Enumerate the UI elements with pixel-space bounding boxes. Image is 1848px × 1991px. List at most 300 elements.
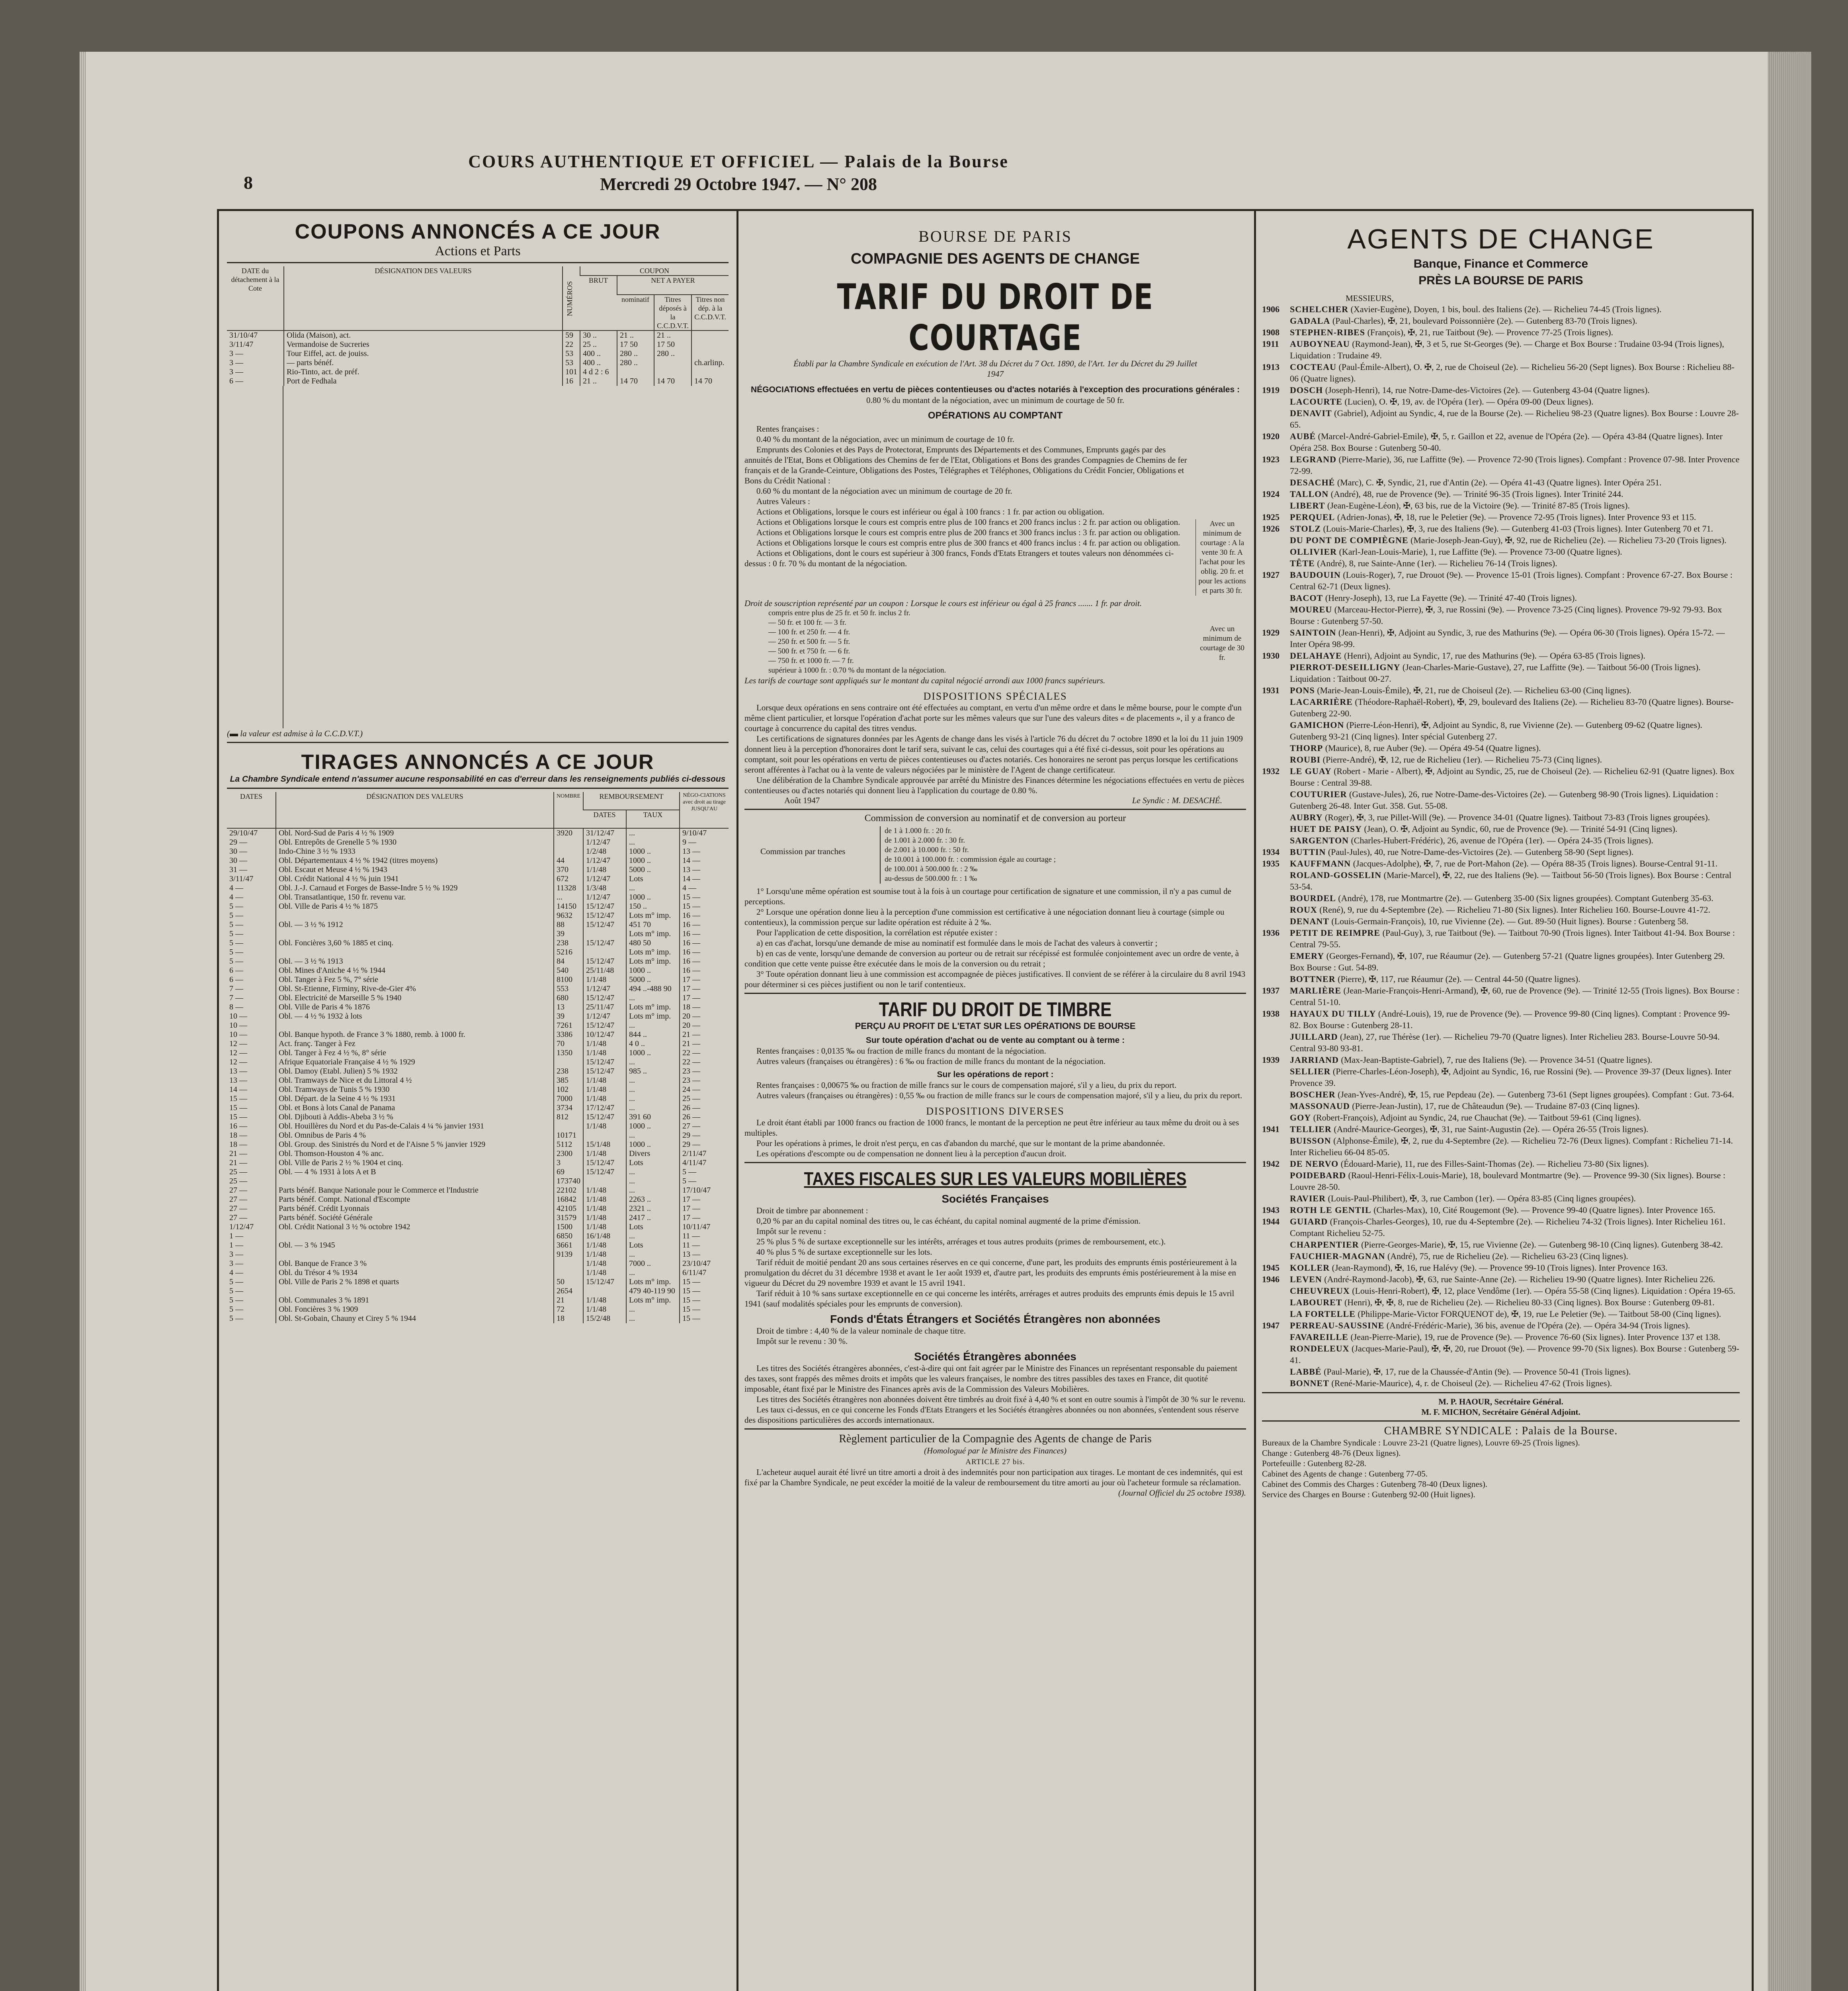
- agent-name: LACARRIÈRE: [1290, 697, 1353, 707]
- agent-year: [1262, 1343, 1290, 1366]
- paragraph: Pour les opérations à primes, le droit n'est perçu, en cas d'abandon du marché, que sur le montant de la prime abandonnée.: [756, 1138, 1165, 1148]
- agent-text: [1290, 396, 1740, 407]
- cell-designation: Parts bénéf. Banque Nationale pour le Commerce et l'Industrie: [276, 1186, 554, 1195]
- agent-details: (André-Raymond-Jacob), ✠, 63, rue Sainte-Anne (2e). — Richelieu 19-90 (Quatre lignes). Inter Richelieu 226.: [1324, 1274, 1715, 1284]
- cell-remb-date: 15/12/47: [583, 1058, 626, 1067]
- agent-text: [1290, 534, 1740, 546]
- cell-designation: [276, 929, 554, 939]
- agent-year: [1262, 1366, 1290, 1377]
- cell-designation: Obl. Banque hypoth. de France 3 % 1880, remb. à 1000 fr.: [276, 1030, 554, 1039]
- agent-details: (François), ✠, 21, rue Taitbout (9e). — Provence 77-25 (Trois lignes).: [1367, 327, 1614, 337]
- column-divider-1: [736, 209, 738, 1991]
- agent-text: [1290, 361, 1740, 384]
- cell-nego: 13 —: [680, 1250, 729, 1259]
- agent-entry: [1262, 915, 1740, 927]
- agent-text: [1290, 1297, 1740, 1308]
- cell-designation: Obl. Départementaux 4 ½ % 1942 (titres moyens): [276, 856, 554, 865]
- cell-date: 10 —: [229, 1030, 247, 1039]
- agent-text: [1290, 1008, 1740, 1031]
- tarif-courtage-subtitle: Établi par la Chambre Syndicale en exécution de l'Art. 38 du Décret du 7 Oct. 1890, de l'Art. 1er du Décret du 29 Juillet 1947: [793, 359, 1197, 379]
- agent-name: PERREAU-SAUSSINE: [1290, 1320, 1385, 1330]
- paragraph: b) en cas de vente, lorsqu'une demande de conversion au porteur ou de retrait sur récépissé est formulée conjointement avec un ordre de vente, à condition que cette vente puisse être exécutée dans le mois de la conversion ou du retrait ;: [744, 949, 1239, 968]
- agent-text: [1290, 835, 1740, 846]
- agent-details: (Jean-Henri), ✠, Adjoint au Syndic, 3, rue des Mathurins (9e). — Opéra 06-30 (Trois lignes). Opéra 15-72. — Inter Opéra 98-99.: [1290, 628, 1725, 649]
- agent-year: [1262, 557, 1290, 569]
- minimum-note: Avec un minimum de courtage : A la vente 30 fr. A l'achat pour les oblig. 20 fr. et pour les actions et parts 30 fr.: [1196, 519, 1246, 596]
- cell-taux: Lots m° imp.: [626, 1012, 680, 1021]
- agent-name: RAVIER: [1290, 1193, 1326, 1203]
- cell-taux: ...: [626, 994, 680, 1003]
- cell-taux: 494 ..-488 90: [626, 984, 680, 994]
- paragraph: Les titres des Sociétés étrangères non abonnées doivent être timbrés au droit fixé à 4,40 % et sont en outre soumis à l'impôt de 30 % sur le revenu.: [756, 1394, 1246, 1404]
- cell-nombre: 72: [554, 1305, 583, 1314]
- paragraph: Actions et Obligations, lorsque le cours est inférieur ou égal à 100 francs : 1 fr. par action ou obligation.: [756, 507, 1104, 516]
- agent-text: [1290, 604, 1740, 627]
- agent-entry: [1262, 985, 1740, 1008]
- cell-nombre: 553: [554, 984, 583, 994]
- cell-dep: 21 ..: [654, 331, 692, 340]
- timbre-title: TARIF DU DROIT DE TIMBRE: [879, 998, 1112, 1021]
- agent-year: [1262, 1285, 1290, 1297]
- agent-year: [1262, 869, 1290, 892]
- cell-designation: [276, 948, 554, 957]
- agent-details: (Pierre-Charles-Léon-Joseph), ✠, Adjoint au Syndic, 16, rue Rossini (9e). — Provence 39-37 (Deux lignes). Inter Provence 39.: [1290, 1066, 1731, 1088]
- agent-year: [1262, 823, 1290, 835]
- cell-designation: [276, 1177, 554, 1186]
- cell-date: 1/12/47: [229, 1222, 254, 1231]
- col-taux: TAUX: [626, 810, 680, 828]
- paragraph: — 250 fr. et 500 fr. — 5 fr.: [768, 638, 850, 646]
- cell-nego: 15 —: [680, 1305, 729, 1314]
- cell-remb-date: 1/3/48: [583, 884, 626, 893]
- cell-remb-date: 15/12/47: [583, 1168, 626, 1177]
- agent-name: LABOURET: [1290, 1297, 1342, 1307]
- cell-date: 6 —: [229, 966, 243, 975]
- cell-designation: Obl. — 4 % 1931 à lots A et B: [276, 1168, 554, 1177]
- agent-year: [1262, 1377, 1290, 1389]
- col-designation: DÉSIGNATION DES VALEURS: [284, 266, 563, 331]
- cell-remb-date: 15/12/47: [583, 1158, 626, 1168]
- agent-details: (Pierre-Georges-Marie), ✠, 15, rue Vivienne (2e). — Gutenberg 98-10 (Cinq lignes). Gutenberg 38-42.: [1361, 1240, 1723, 1250]
- agent-entry: [1262, 511, 1740, 523]
- negociations-title: NÉGOCIATIONS effectuées en vertu de pièces contentieuses ou d'actes notariés à l'exception des procurations générales :: [751, 385, 1240, 394]
- agent-text: [1290, 846, 1740, 858]
- agent-entry: [1262, 869, 1740, 892]
- col-brut: BRUT: [580, 276, 617, 331]
- cell-taux: ...: [626, 1314, 680, 1323]
- agent-entry: [1262, 1008, 1740, 1031]
- cell-taux: 2321 ..: [626, 1204, 680, 1213]
- cell-designation: Obl. Omnibus de Paris 4 %: [276, 1131, 554, 1140]
- cell-nego: 29 —: [680, 1131, 729, 1140]
- cell-designation: Obl. St-Etienne, Firminy, Rive-de-Gier 4%: [276, 984, 554, 994]
- table-row: [227, 1177, 729, 1186]
- cell-designation: Parts bénéf. Compt. National d'Escompte: [276, 1195, 554, 1204]
- agent-text: [1290, 315, 1740, 327]
- cell-nego: 17 —: [680, 1213, 729, 1222]
- cell-designation: Indo-Chine 3 ½ % 1933: [276, 847, 554, 856]
- cell-nombre: 680: [554, 994, 583, 1003]
- paragraph: Lorsque deux opérations en sens contraire ont été effectuées au comptant, en vertu d'un même ordre et dans le même bourse, pour le compte d'un même client particulier, et lorsque l'opération d'achat porte sur les mêmes valeurs que sur l'une des valeurs dites « de placements », il y a franco de courtage à concurrence du capital des titres vendus.: [744, 703, 1242, 733]
- cell-nego: 24 —: [680, 1085, 729, 1094]
- agent-details: (Louis-Marie-Charles), ✠, 3, rue des Italiens (9e). — Gutenberg 41-03 (Trois lignes). Inter Gutenberg 70 et 71.: [1323, 524, 1713, 534]
- table-row: [227, 1314, 729, 1323]
- cell-designation: [276, 911, 554, 920]
- agent-text: [1290, 904, 1740, 915]
- cell-nego: 22 —: [680, 1058, 729, 1067]
- table-row: [227, 1094, 729, 1103]
- cell-remb-date: 1/1/48: [583, 1195, 626, 1204]
- table-row: [227, 957, 729, 966]
- paragraph: Une délibération de la Chambre Syndicale approuvée par arrêté du Ministre des Finances détermine les négociations effectuées en vertu de pièces contentieuses ou d'actes notariés qui donnent lieu à l'application du courtage de 0.80 %.: [744, 775, 1244, 795]
- agent-year: [1262, 604, 1290, 627]
- agent-entry: [1262, 1204, 1740, 1216]
- agent-entry: [1262, 1066, 1740, 1089]
- agent-name: SARGENTON: [1290, 835, 1349, 845]
- agent-name: BONNET: [1290, 1378, 1329, 1388]
- divider: [1262, 1420, 1740, 1422]
- cell-taux: 2263 ..: [626, 1195, 680, 1204]
- agent-year: [1262, 812, 1290, 823]
- journal-officiel: (Journal Officiel du 25 octobre 1938).: [1118, 1488, 1246, 1498]
- cell-date: 21 —: [229, 1158, 247, 1167]
- agent-name: GADALA: [1290, 316, 1330, 326]
- cell-taux: Lots m° imp.: [626, 911, 680, 920]
- table-row: [227, 1277, 729, 1287]
- table-row: [227, 1149, 729, 1158]
- table-row: [227, 1058, 729, 1067]
- cell-name: Rio-Tinto, act. de préf.: [284, 368, 563, 377]
- diverses-title: DISPOSITIONS DIVERSES: [926, 1105, 1065, 1117]
- col-negociations: NÉGO-CIATIONS avec droit au tirage JUSQU'AU: [680, 792, 729, 828]
- cell-remb-date: 1/1/48: [583, 1213, 626, 1222]
- agent-text: [1290, 973, 1740, 985]
- table-row: [227, 1140, 729, 1149]
- agent-details: (Gustave-Jules), 26, rue Notre-Dame-des-Victoires (2e). — Gutenberg 98-90 (Trois lignes). Liquidation : Gutenberg 26-48. Inter Gut. 358. Gut. 55-08.: [1290, 789, 1718, 811]
- agent-text: [1290, 1089, 1740, 1100]
- cell-taux: ...: [626, 1058, 680, 1067]
- cell-nom: 14 70: [617, 377, 654, 386]
- agent-year: 1913: [1262, 362, 1280, 372]
- cell-taux: 4 0 ..: [626, 1039, 680, 1048]
- table-row: [227, 893, 729, 902]
- agent-details: (René), 9, rue du 4-Septembre (2e). — Richelieu 71-80 (Six lignes). Inter Richelieu 160. Bourse-Louvre 41-72.: [1319, 905, 1711, 915]
- agent-name: BOTTNER: [1290, 974, 1336, 984]
- cell-nego: 23/10/47: [680, 1259, 729, 1268]
- cell-nego: 17 —: [680, 984, 729, 994]
- cell-remb-date: 15/12/47: [583, 939, 626, 948]
- cell-nego: 16 —: [680, 939, 729, 948]
- agent-year: [1262, 1089, 1290, 1100]
- agent-details: (Marie-Marcel), ✠, 22, rue des Italiens (9e). — Taitbout 56-50 (Trois lignes). Box Bourse : Central 53-54.: [1290, 870, 1732, 892]
- agent-text: [1290, 812, 1740, 823]
- cell-nondep: [692, 331, 729, 340]
- agent-details: (André), 48, rue de Provence (9e). — Trinité 96-35 (Trois lignes). Inter Trinité 244.: [1330, 489, 1623, 499]
- agent-entry: [1262, 858, 1740, 869]
- cell-remb-date: 1/2/48: [583, 847, 626, 856]
- paragraph: Pour l'application de cette disposition, la corrélation est réputée exister :: [756, 928, 998, 937]
- agent-year: [1262, 1031, 1290, 1054]
- cell-taux: Lots m° imp.: [626, 1277, 680, 1287]
- cell-nego: 18 —: [680, 1003, 729, 1012]
- agent-entry: [1262, 661, 1740, 685]
- agent-year: 1923: [1262, 454, 1280, 464]
- cell-designation: Obl. Foncières 3,60 % 1885 et cinq.: [276, 939, 554, 948]
- col-non-deposes: Titres non dép. à la C.C.D.V.T.: [692, 295, 729, 331]
- agent-details: (André-Louis), 19, rue de Provence (9e). — Provence 99-80 (Cinq lignes). Comptant : Provence 99-82. Box Bourse : Gutenberg 28-11.: [1290, 1009, 1730, 1030]
- cell-taux: Lots: [626, 1222, 680, 1232]
- col-deposes: Titres déposés à la C.C.D.V.T.: [654, 295, 692, 331]
- cell-remb-date: 16/1/48: [583, 1232, 626, 1241]
- cell-num: 53: [563, 358, 580, 368]
- agent-name: AUBÉ: [1290, 431, 1316, 441]
- cell-nombre: 672: [554, 874, 583, 884]
- cell-brut: 25 ..: [580, 340, 617, 349]
- cell-name: Tour Eiffel, act. de jouiss.: [284, 349, 563, 358]
- cell-date: 5 —: [229, 911, 243, 920]
- cell-nego: 16 —: [680, 920, 729, 929]
- cell-remb-date: 10/12/47: [583, 1030, 626, 1039]
- divider: [227, 742, 729, 743]
- agent-text: [1290, 1204, 1740, 1216]
- cell-taux: ...: [626, 1232, 680, 1241]
- cell-nego: 10/11/47: [680, 1222, 729, 1232]
- agent-name: DENAVIT: [1290, 408, 1332, 418]
- col-coupon: COUPON: [580, 266, 729, 276]
- cell-nego: 9 —: [680, 838, 729, 847]
- cell-nego: 4/11/47: [680, 1158, 729, 1168]
- cell-nombre: 69: [554, 1168, 583, 1177]
- agent-text: [1290, 1170, 1740, 1193]
- cell-date: 27 —: [229, 1186, 247, 1195]
- cell-nondep: ch.arlinp.: [692, 358, 729, 368]
- cell-remb-date: 1/1/48: [583, 1296, 626, 1305]
- cell-nego: 21 —: [680, 1030, 729, 1039]
- table-row: [227, 828, 729, 838]
- agent-name: DE NERVO: [1290, 1159, 1339, 1169]
- coupons-subtitle: Actions et Parts: [435, 244, 521, 258]
- cell-remb-date: 1/1/48: [583, 1186, 626, 1195]
- cell-date: 3 —: [229, 349, 243, 358]
- agent-name: COUTURIER: [1290, 789, 1347, 799]
- coupons-note: (▬ la valeur est admise à la C.C.D.V.T.): [227, 729, 363, 738]
- agent-text: [1290, 915, 1740, 927]
- table-row: [227, 1232, 729, 1241]
- paragraph: Tarif réduit de moitié pendant 20 ans sous certaines réserves en ce qui concerne, d'une part, les produits des emprunts émis postérieurement à la promulgation du décret du 31 décembre 1938 et avant le 1er août 1939 et, d'autre part, les produits des emprunts émis postérieurement à la mise en vigueur du Décret du 29 novembre 1939 et avant le 15 avril 1941.: [744, 1258, 1237, 1288]
- tarif-courtage-title: TARIF DU DROIT DE COURTAGE: [837, 276, 1154, 358]
- cell-date: 3 —: [229, 368, 243, 376]
- divider: [744, 993, 1246, 994]
- agent-name: LACOURTE: [1290, 397, 1342, 407]
- chambre-lines: [1262, 1438, 1740, 1500]
- agent-entry: [1262, 384, 1740, 396]
- agent-entry: [1262, 361, 1740, 384]
- agent-year: 1911: [1262, 339, 1279, 349]
- agent-entry: [1262, 627, 1740, 650]
- secretaire-general: M. P. HAOUR, Secrétaire Général.: [1438, 1397, 1563, 1406]
- cell-remb-date: 1/1/48: [583, 1268, 626, 1277]
- agent-year: 1944: [1262, 1217, 1280, 1226]
- table-row: [227, 1250, 729, 1259]
- divider: [227, 262, 729, 263]
- agent-text: [1290, 650, 1740, 661]
- agent-year: 1926: [1262, 524, 1280, 534]
- cell-designation: Obl. Group. des Sinistrés du Nord et de l'Aisne 5 % janvier 1929: [276, 1140, 554, 1149]
- paragraph: Actions et Obligations lorsque le cours est compris entre plus de 300 francs et 400 francs inclus : 4 fr. par action ou obligation.: [756, 538, 1180, 548]
- col-nominatif: nominatif: [617, 295, 654, 331]
- agent-entry: [1262, 927, 1740, 950]
- cell-taux: 391 60: [626, 1113, 680, 1122]
- agent-year: 1946: [1262, 1274, 1280, 1284]
- table-row: [227, 856, 729, 865]
- cell-nombre: 21: [554, 1296, 583, 1305]
- paragraph: Autres valeurs (françaises ou étrangères) : 0,55 ‰ ou fraction de mille francs sur le cours de compensation majoré, s'il y a lieu, du prix du report.: [756, 1091, 1242, 1100]
- agent-entry: [1262, 1297, 1740, 1308]
- agent-text: [1290, 765, 1740, 788]
- agent-year: [1262, 592, 1290, 604]
- cell-remb-date: 15/12/47: [583, 920, 626, 929]
- divider: [227, 788, 729, 789]
- cell-designation: [276, 1250, 554, 1259]
- right-column: [1262, 215, 1740, 1500]
- cell-remb-date: 1/1/48: [583, 865, 626, 874]
- cell-designation: Obl. Communales 3 % 1891: [276, 1296, 554, 1305]
- cell-nego: 14 —: [680, 856, 729, 865]
- agent-text: [1290, 1066, 1740, 1089]
- fonds-text: [744, 1326, 1246, 1346]
- cell-taux: 150 ..: [626, 902, 680, 911]
- agent-name: DESACHÉ: [1290, 477, 1335, 487]
- cell-nego: 16 —: [680, 966, 729, 975]
- agent-name: OLLIVIER: [1290, 547, 1337, 557]
- table-row: [227, 902, 729, 911]
- cell-taux: Lots: [626, 874, 680, 884]
- cell-nombre: 13: [554, 1003, 583, 1012]
- agent-year: 1941: [1262, 1124, 1280, 1134]
- cell-date: 3/11/47: [229, 874, 254, 883]
- cell-nombre: [554, 847, 583, 856]
- agent-entry: [1262, 477, 1740, 488]
- cell-remb-date: 17/12/47: [583, 1103, 626, 1113]
- cell-remb-date: 1/1/48: [583, 1241, 626, 1250]
- agent-name: SELLIER: [1290, 1066, 1331, 1076]
- agent-details: (Marie-Jean-Louis-Émile), ✠, 21, rue de Choiseul (2e). — Richelieu 63-00 (Cinq lignes).: [1317, 685, 1631, 695]
- cell-date: 7 —: [229, 984, 243, 993]
- cell-taux: 1000 ..: [626, 847, 680, 856]
- agent-name: DOSCH: [1290, 385, 1323, 395]
- coupons-blank-area: [283, 386, 729, 728]
- agent-details: (Louis-Henri-Robert), ✠, 12, place Vendôme (1er). — Opéra 55-58 (Cinq lignes). Liquidation : Opéra 19-65.: [1352, 1286, 1735, 1296]
- cell-date: 27 —: [229, 1195, 247, 1204]
- cell-nego: 15 —: [680, 1287, 729, 1296]
- agent-text: [1290, 1054, 1740, 1066]
- agent-year: 1943: [1262, 1205, 1280, 1215]
- agent-year: 1906: [1262, 304, 1280, 314]
- agent-text: [1290, 1331, 1740, 1343]
- cell-taux: Lots m° imp.: [626, 948, 680, 957]
- timbre-subtitle: PERÇU AU PROFIT DE L'ETAT SUR LES OPÉRATIONS DE BOURSE: [855, 1021, 1136, 1031]
- agent-entry: [1262, 1100, 1740, 1112]
- cell-name: Olida (Maison), act.: [284, 331, 563, 340]
- cell-name: — parts bénéf.: [284, 358, 563, 368]
- cell-nondep: 14 70: [692, 377, 729, 386]
- taxes-title: TAXES FISCALES SUR LES VALEURS MOBILIÈRES: [804, 1168, 1187, 1189]
- agent-year: [1262, 1308, 1290, 1320]
- agent-text: [1290, 546, 1740, 557]
- agent-year: 1947: [1262, 1320, 1280, 1330]
- agent-text: [1290, 592, 1740, 604]
- agent-entry: [1262, 500, 1740, 511]
- cell-nego: 27 —: [680, 1122, 729, 1131]
- agent-entry: [1262, 1320, 1740, 1331]
- agent-text: [1290, 685, 1740, 696]
- cell-taux: ...: [626, 1021, 680, 1030]
- agent-year: 1925: [1262, 512, 1280, 522]
- paragraph: de 10.001 à 100.000 fr. : commission égale au courtage ;: [885, 855, 1056, 864]
- table-row: [227, 1296, 729, 1305]
- agent-details: (René-Marie-Maurice), 4, r. de Choiseul (2e). — Richelieu 47-62 (Trois lignes).: [1331, 1378, 1612, 1388]
- cell-nombre: 10171: [554, 1131, 583, 1140]
- divider: [1262, 1392, 1740, 1393]
- cell-taux: Divers: [626, 1149, 680, 1158]
- cell-nego: 26 —: [680, 1103, 729, 1113]
- agent-name: POIDEBARD: [1290, 1170, 1346, 1180]
- agent-details: (Charles-Max), 10, Cité Rougemont (9e). — Provence 99-40 (Quatre lignes). Inter Provence 165.: [1373, 1205, 1715, 1215]
- agent-details: (Jean-Charles-Marie-Gustave), 27, rue Laffitte (9e). — Taitbout 56-00 (Trois lignes). Liquidation : Taitbout 00-27.: [1290, 662, 1701, 684]
- agent-text: [1290, 754, 1740, 765]
- cell-remb-date: [583, 1131, 626, 1140]
- agent-entry: [1262, 1158, 1740, 1170]
- table-row: [227, 1085, 729, 1094]
- table-row: [227, 1012, 729, 1021]
- dispositions-title: DISPOSITIONS SPÉCIALES: [923, 690, 1067, 702]
- agent-details: (Karl-Jean-Louis-Marie), 1, rue Laffitte (9e). — Provence 73-00 (Quatre lignes).: [1339, 547, 1622, 557]
- agent-year: [1262, 477, 1290, 488]
- cell-nombre: 1350: [554, 1048, 583, 1058]
- cell-nombre: 31579: [554, 1213, 583, 1222]
- table-row: [227, 994, 729, 1003]
- cell-nego: 13 —: [680, 847, 729, 856]
- paragraph: Les taux ci-dessus, en ce qui concerne les Fonds d'Etats Etrangers et les Sociétés étrangères abonnées ou non abonnées, s'entendent sous réserve des dispositions particulières des accords internationaux.: [744, 1405, 1239, 1425]
- paragraph: Change : Gutenberg 48-76 (Deux lignes).: [1262, 1448, 1401, 1458]
- agent-year: 1908: [1262, 327, 1280, 337]
- agent-year: [1262, 788, 1290, 812]
- agent-text: [1290, 1135, 1740, 1158]
- agent-year: 1937: [1262, 986, 1280, 996]
- cell-nombre: 44: [554, 856, 583, 865]
- agent-entry: [1262, 846, 1740, 858]
- agent-entry: [1262, 1216, 1740, 1239]
- cell-remb-date: 1/12/47: [583, 984, 626, 994]
- agent-entry: [1262, 685, 1740, 696]
- cell-remb-date: 1/12/47: [583, 874, 626, 884]
- col-net: NET A PAYER: [617, 276, 729, 295]
- agent-text: [1290, 788, 1740, 812]
- agent-entry: [1262, 303, 1740, 315]
- agent-year: 1932: [1262, 766, 1280, 776]
- cell-nego: 23 —: [680, 1076, 729, 1085]
- paragraph: Les certifications de signatures données par les Agents de change dans les visés à l'article 76 du décret du 7 octobre 1890 et la loi du 11 juin 1909 donnent lieu à la perception d'honoraires dont le tarif sera, suivant le cas, celui des courtages qui a été fixé ci-dessus, soit pour les opérations au comptant, soit pour les opérations en vertu de pièces contentieuses ou d'actes notariés. Ces honoraires ne seront pas perçus lorsque les certifications seront afférentes à l'achat ou à la vente de valeurs négociées par le ministère de l'Agent de change certificateur.: [744, 734, 1243, 774]
- agent-year: [1262, 1250, 1290, 1262]
- agent-year: 1927: [1262, 570, 1280, 580]
- cell-nombre: 238: [554, 1067, 583, 1076]
- agent-year: [1262, 1193, 1290, 1204]
- cell-nego: 15 —: [680, 902, 729, 911]
- cell-nombre: 5112: [554, 1140, 583, 1149]
- agent-entry: [1262, 788, 1740, 812]
- cell-remb-date: 1/12/47: [583, 893, 626, 902]
- agent-details: (Henri), Adjoint au Syndic, 17, rue des Mathurins (9e). — Opéra 63-85 (Trois lignes).: [1344, 651, 1646, 661]
